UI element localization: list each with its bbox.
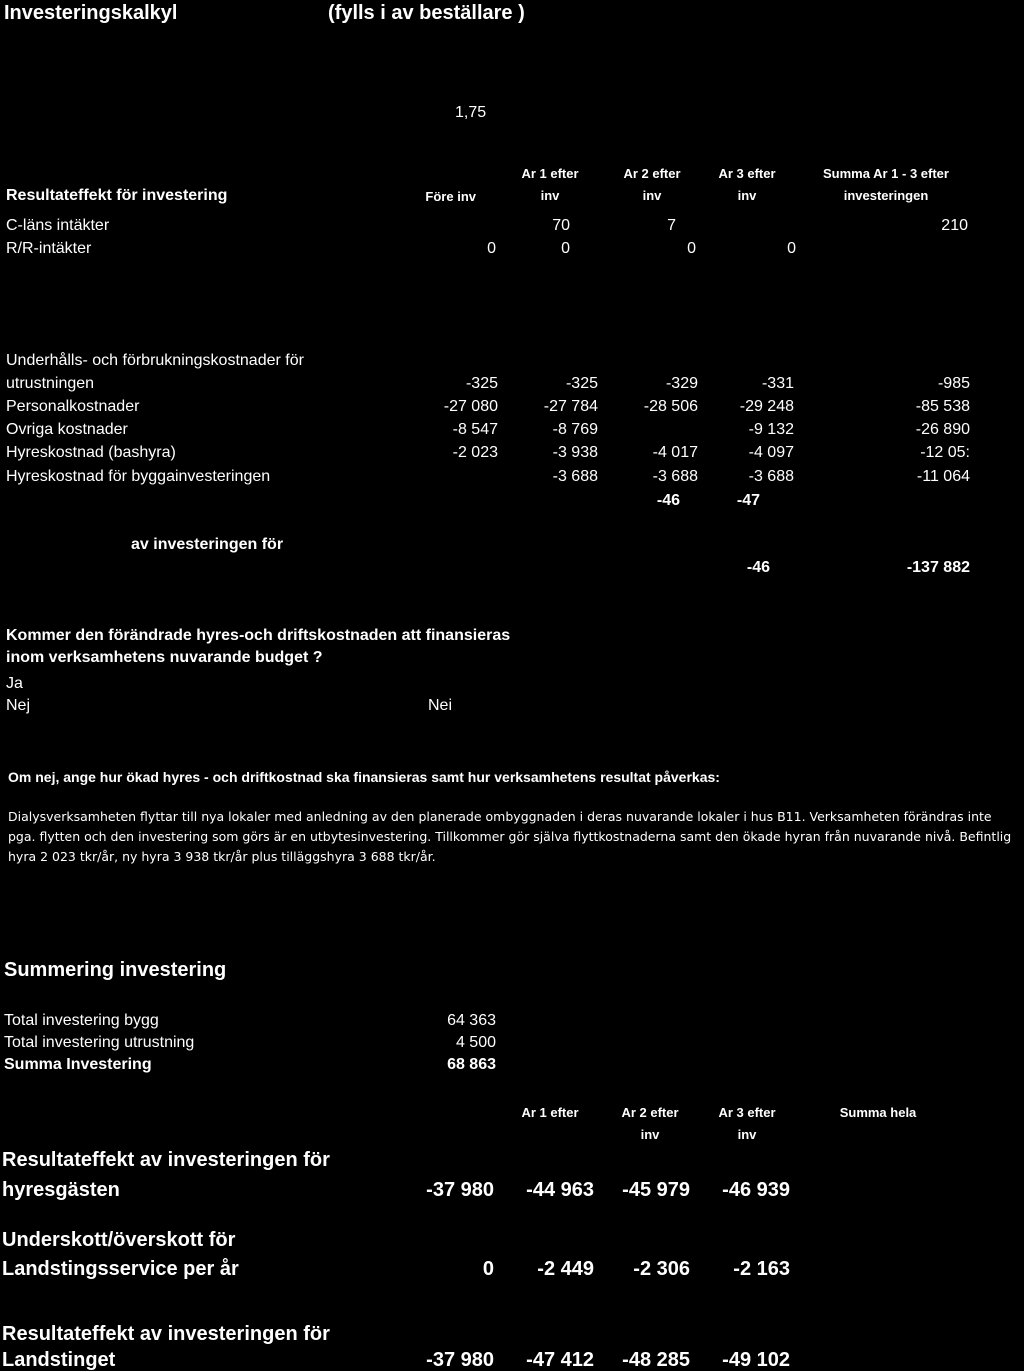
- row-value-ar1: 0: [561, 240, 570, 257]
- row-value-sum: -985: [937, 375, 970, 392]
- slut-row-label-sub: Landstingsservice per år: [2, 1258, 239, 1280]
- slut-row-label: Resultateffekt av investeringen för: [2, 1323, 330, 1345]
- row-value-ar2: -3 688: [652, 468, 698, 485]
- slut-col-ar2-header-sub: inv: [640, 1127, 660, 1142]
- summering-value: 68 863: [447, 1056, 496, 1073]
- summering-heading: Summering investering: [4, 959, 227, 981]
- extra-value-ar2: -46: [656, 492, 680, 509]
- col-ar2-header-sub: inv: [642, 188, 662, 203]
- row-value-ar3: -29 248: [739, 398, 794, 415]
- row-value-ar1: 70: [552, 217, 570, 234]
- slut-row-label: Resultateffekt av investeringen för: [2, 1149, 330, 1171]
- col-ar1-header: Ar 1 efter: [521, 166, 579, 181]
- row-value-ar1: -27 784: [543, 398, 598, 415]
- row-value-ar1: -8 769: [552, 421, 598, 438]
- row-value-ar2: -329: [665, 375, 698, 392]
- extra-value-ar3: -47: [736, 492, 760, 509]
- summering-label: Total investering utrustning: [4, 1034, 195, 1051]
- row-value-ar3: -4 097: [748, 444, 794, 461]
- row-label: R/R-intäkter: [6, 240, 92, 257]
- row-label: Hyreskostnad för byggainvesteringen: [6, 468, 271, 485]
- summering-value: 64 363: [447, 1012, 496, 1029]
- slut-col-sum-header: Summa hela: [839, 1105, 917, 1120]
- col-fore-header: Före inv: [425, 189, 476, 204]
- row-value-fore: -8 547: [452, 421, 498, 438]
- slut-row-value-ar3: -2 163: [733, 1258, 790, 1280]
- finansiering-heading: Om nej, ange hur ökad hyres - och driftkostnad ska finansieras samt hur verksamhetens resultat påverkas:: [8, 769, 720, 785]
- slut-col-ar1-header: Ar 1 efter: [521, 1105, 579, 1120]
- page-subtitle: (fylls i av beställare ): [328, 2, 525, 24]
- row-value-ar1: -3 688: [552, 468, 598, 485]
- fraga-line2: inom verksamhetens nuvarande budget ?: [6, 649, 323, 666]
- row-value-sum: 210: [941, 217, 968, 234]
- col-sum-header: Summa Ar 1 - 3 efter: [823, 166, 949, 181]
- row-label: Personalkostnader: [6, 398, 140, 415]
- summering-value: 4 500: [455, 1034, 496, 1051]
- slut-row-value-ar1: -47 412: [526, 1349, 594, 1371]
- row-value-fore: -325: [465, 375, 498, 392]
- row-value-ar2: 0: [687, 240, 696, 257]
- slut-col-ar2-header: Ar 2 efter: [621, 1105, 679, 1120]
- row-value-ar2: 7: [667, 217, 676, 234]
- slut-row-value-ar2: -48 285: [622, 1349, 690, 1371]
- slut-row-value-ar3: -46 939: [722, 1179, 790, 1201]
- row-label: Ovriga kostnader: [6, 421, 128, 438]
- row-value-fore: -27 080: [443, 398, 498, 415]
- factor-value: 1,75: [455, 104, 487, 121]
- effekt-value-ar3: -46: [746, 559, 770, 576]
- col-sum-header-sub: investeringen: [843, 188, 929, 203]
- row-value-sum: -85 538: [915, 398, 970, 415]
- slut-row-value-ar3: -49 102: [722, 1349, 790, 1371]
- row-value-ar3: -9 132: [748, 421, 794, 438]
- slut-row-value-fore: -37 980: [426, 1349, 494, 1371]
- row-value-ar1: -3 938: [552, 444, 598, 461]
- slut-row-value-ar2: -45 979: [622, 1179, 690, 1201]
- slut-row-label-sub: hyresgästen: [2, 1179, 120, 1201]
- slut-row-value-ar1: -2 449: [537, 1258, 594, 1280]
- slut-row-value-ar1: -44 963: [526, 1179, 594, 1201]
- row-label: Hyreskostnad (bashyra): [6, 444, 176, 461]
- kostnad-label-line1: Underhålls- och förbrukningskostnader för: [6, 352, 304, 369]
- row-value-ar3: -3 688: [748, 468, 794, 485]
- page-title: Investeringskalkyl: [4, 2, 178, 24]
- row-value-sum: -26 890: [915, 421, 970, 438]
- row-value-ar2: -4 017: [652, 444, 698, 461]
- slut-row-value-fore: -37 980: [426, 1179, 494, 1201]
- col-ar3-header: Ar 3 efter: [718, 166, 776, 181]
- row-value-ar2: -28 506: [643, 398, 698, 415]
- slut-col-ar3-header: Ar 3 efter: [718, 1105, 776, 1120]
- option-ja: Ja: [6, 675, 23, 692]
- row-value-ar3: 0: [787, 240, 796, 257]
- row-label: utrustningen: [6, 375, 95, 392]
- summering-label: Summa Investering: [4, 1056, 152, 1073]
- col-ar2-header: Ar 2 efter: [623, 166, 681, 181]
- finansiering-text: Dialysverksamheten flyttar till nya lokaler med anledning av den planerade ombyggnaden i deras nuvarande lokaler i hus B11. Verksamheten förändras inte pga. flytten och den investering som görs är en utbytesinvestering. Tillkommer gör själva flyttkostnaderna samt den ökade hyran från nuvarande nivå. Befintlig hyra 2 023 tkr/år, ny hyra 3 938 tkr/år plus tilläggshyra 3 688 tkr/år.: [8, 809, 1012, 864]
- row-value-ar1: -325: [565, 375, 598, 392]
- col-ar3-header-sub: inv: [737, 188, 757, 203]
- slut-row-value-ar2: -2 306: [633, 1258, 690, 1280]
- row-value-sum: -11 064: [916, 468, 970, 485]
- resultat-heading: Resultateffekt för investering: [6, 187, 228, 204]
- summering-label: Total investering bygg: [4, 1012, 159, 1029]
- slut-col-ar3-header-sub: inv: [737, 1127, 757, 1142]
- svar-value: Nei: [428, 697, 453, 714]
- slut-row-label: Underskott/överskott för: [2, 1229, 236, 1251]
- row-value-sum: -12 05:: [920, 444, 970, 461]
- fraga-line1: Kommer den förändrade hyres-och driftskostnaden att finansieras: [6, 627, 511, 644]
- effekt-value-sum: -137 882: [906, 559, 970, 576]
- slut-row-value-fore: 0: [482, 1258, 494, 1280]
- slut-row-label-sub: Landstinget: [2, 1349, 116, 1371]
- effekt-label: av investeringen för: [131, 536, 284, 553]
- row-value-ar3: -331: [761, 375, 794, 392]
- col-ar1-header-sub: inv: [540, 188, 560, 203]
- row-value-fore: -2 023: [452, 444, 498, 461]
- option-nej: Nej: [6, 697, 31, 714]
- row-label: C-läns intäkter: [6, 217, 110, 234]
- row-value-fore: 0: [487, 240, 496, 257]
